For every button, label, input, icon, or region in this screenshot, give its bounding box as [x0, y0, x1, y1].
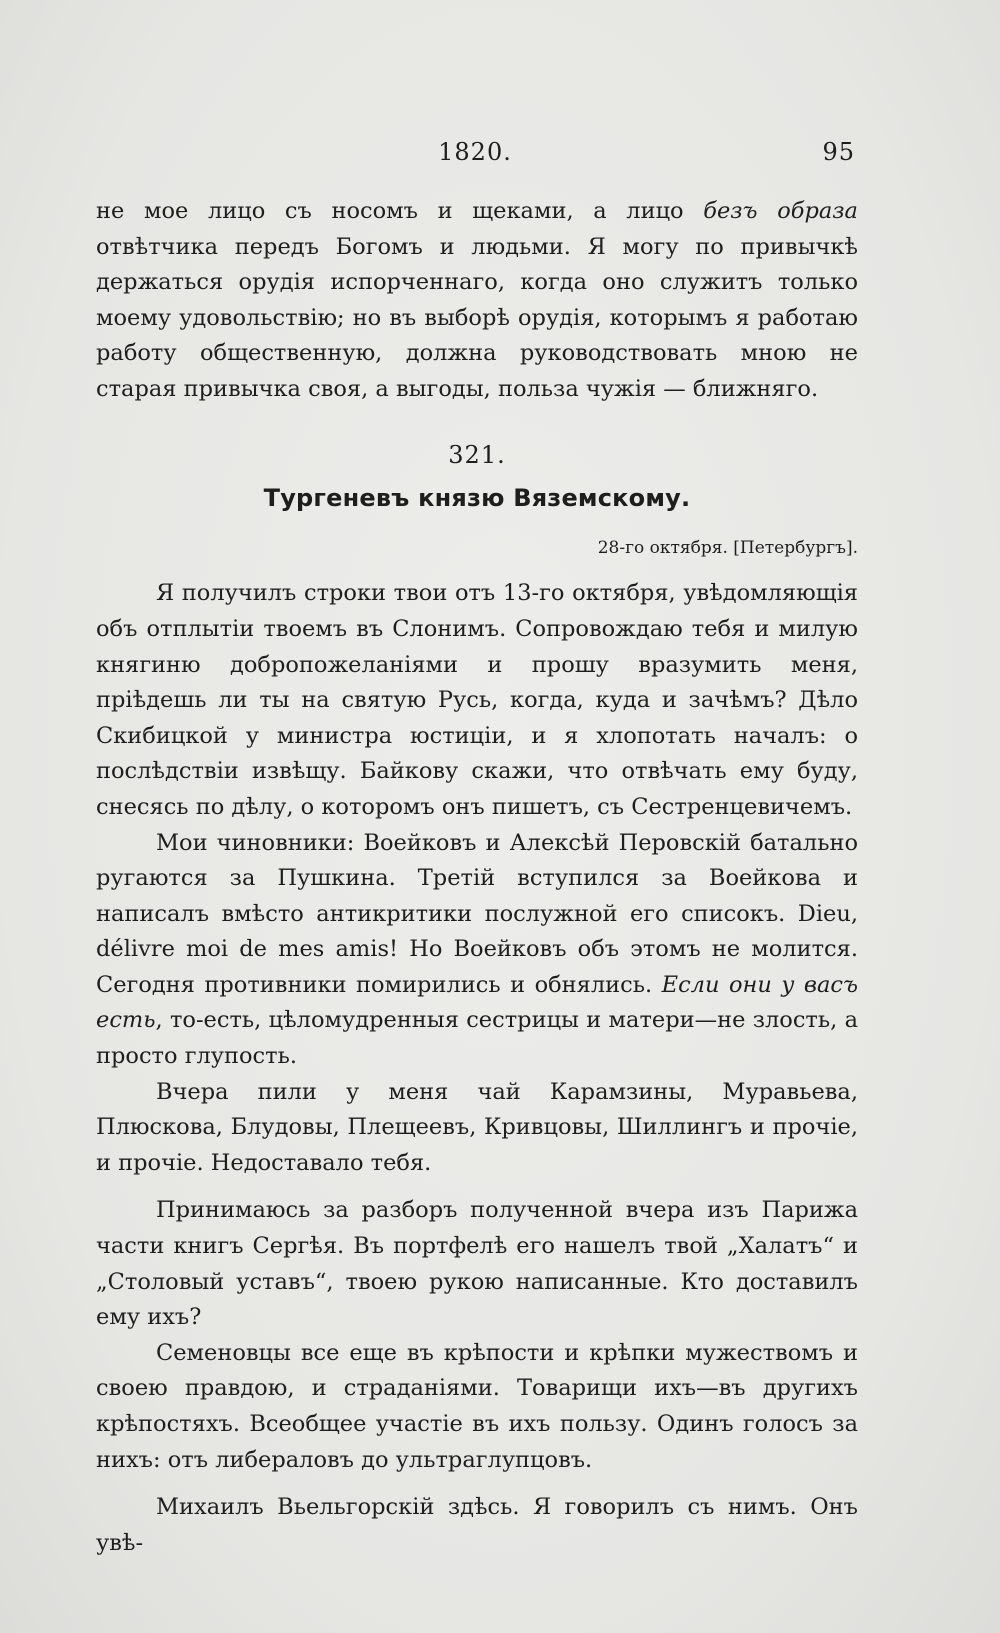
paragraph-2-text-2: , то-есть, цѣломудренныя сестрицы и матери—не злость, а просто глупость.	[96, 1007, 858, 1070]
paragraph-2-italic: Если они у васъ есть	[96, 971, 858, 1034]
opening-text-2: отвѣтчика передъ Богомъ и людьми. Я могу по привычкѣ держаться орудія испорченнаго, когда оно служитъ только моему удовольствію; но въ выборѣ орудія, которымъ я работаю работу общественную, должна руководствовать мною не старая привычка своя, а выгоды, польза чужія — ближняго.	[96, 233, 858, 402]
letter-paragraph-2	[96, 826, 858, 1075]
paragraph-2-text-1: Мои чиновники: Воейковъ и Алексѣй Перовскій батально ругаются за Пушкина. Третій вступился за Воейкова и написалъ вмѣсто антикритики послужной его списокъ. Dieu, délivre moi de mes amis! Но Воейковъ объ этомъ не молится. Сегодня противники помирились и обнялись.	[96, 829, 858, 998]
letter-paragraph-1: Я получилъ строки твои отъ 13-го октября, увѣдомляющія объ отплытіи твоемъ въ Слонимъ. Сопровождаю тебя и милую княгиню добропожеланіями и прошу вразумить меня, пріѣдешь ли ты на святую Русь, когда, куда и зачѣмъ? Дѣло Скибицкой у министра юстиціи, и я хлопотать началъ: о послѣдствіи извѣщу. Байкову скажи, что отвѣчать ему буду, снесясь по дѣлу, о которомъ онъ пишетъ, съ Сестренцевичемъ.	[96, 580, 858, 820]
running-header	[95, 138, 855, 174]
page-number: 95	[822, 138, 855, 166]
letter-paragraph-3: Вчера пили у меня чай Карамзины, Муравьева, Плюскова, Блудовы, Плещеевъ, Кривцовы, Шиллингъ и прочіе, и прочіе. Недоставало тебя.	[96, 1078, 858, 1176]
letter-title: Тургеневъ князю Вяземскому.	[263, 484, 691, 513]
letter-paragraph-5: Семеновцы все еще въ крѣпости и крѣпки мужествомъ и своею правдою, и страданіями. Товарищи ихъ—въ другихъ крѣпостяхъ. Всеобщее участіе въ ихъ пользу. Одинъ голосъ за нихъ: отъ либераловъ до ультраглупцовъ.	[96, 1339, 858, 1473]
letter-paragraph-4: Принимаюсь за разборъ полученной вчера изъ Парижа части книгъ Сергѣя. Въ портфелѣ его нашелъ твой „Халатъ“ и „Столовый уставъ“, твоею рукою написанные. Кто доставилъ ему ихъ?	[96, 1197, 858, 1331]
header-year: 1820.	[438, 138, 512, 166]
letter-dateline: 28-го октября. [Петербургъ].	[597, 537, 858, 558]
page-body	[96, 194, 858, 1561]
opening-text-1: не мое лицо съ носомъ и щеками, а лицо	[96, 198, 704, 224]
opening-paragraph	[96, 194, 858, 408]
letter-number: 321.	[448, 440, 506, 469]
letter-paragraph-6: Михаилъ Вьельгорскій здѣсь. Я говорилъ съ нимъ. Онъ увѣ-	[96, 1494, 858, 1556]
opening-italic: безъ образа	[703, 198, 858, 224]
